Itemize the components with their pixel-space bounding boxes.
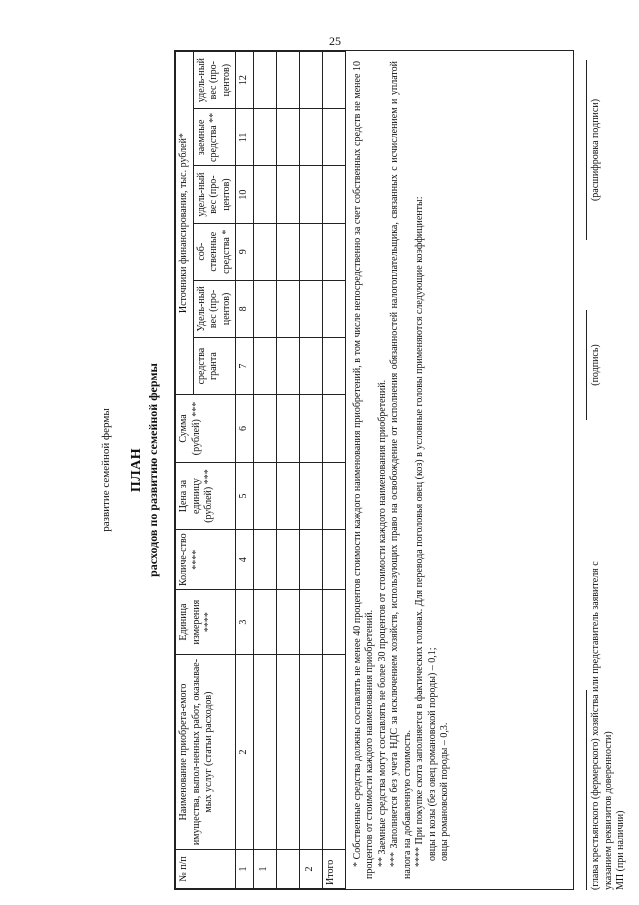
signature-head: [586, 560, 628, 890]
header-line: развитие семейной фермы: [100, 408, 112, 532]
seal-label: МП (при наличии): [615, 810, 626, 890]
title-block: [128, 50, 170, 890]
numbering-cell: 1: [236, 850, 254, 889]
col-header-grant-share: Удель-ный вес (про-центов): [193, 280, 236, 337]
col-header-loan-share: удель-ный вес (про-центов): [193, 52, 236, 109]
numbering-cell: 12: [236, 52, 254, 109]
numbering-cell: 4: [236, 530, 254, 590]
numbering-cell: 10: [236, 166, 254, 223]
footnote-1: * Собственные средства должны составлять не менее 40 процентов стоимости каждого наименования приобретений, в том числе непосредственно за счет собственных средств не менее 10 процентов от стоимости каждого наименования приобретений.: [351, 61, 375, 879]
numbering-cell: 8: [236, 280, 254, 337]
coefficient-2: овцы романовской породы – 0,3.: [439, 722, 450, 861]
page-number: 25: [329, 34, 341, 48]
col-header-grant: средства гранта: [193, 338, 236, 395]
header-row-1: [176, 52, 194, 889]
numbering-cell: 7: [236, 338, 254, 395]
signature-line: [586, 310, 587, 420]
total-label: Итого: [322, 850, 345, 889]
footnote-3: *** Заполняется без учета НДС за исключением хозяйств, использующих право на освобождение от исполнения обязанностей налогоплательщика, связанных с исчислением и уплатой налога на добавленную стоимость.: [389, 61, 413, 879]
footnotes: [346, 51, 452, 889]
expenses-table: [175, 51, 346, 889]
decoding-field: [586, 60, 603, 240]
col-header-qty: Количе-ство ****: [176, 530, 236, 590]
footnote-2: ** Заемные средства могут составлять не более 30 процентов от стоимости каждого наименования приобретений.: [376, 379, 388, 867]
plan-subtitle: расходов по развитию семейной фермы: [145, 363, 160, 577]
col-header-no: № п/п: [176, 850, 236, 889]
table-row: [253, 52, 276, 889]
head-line: [586, 690, 587, 890]
numbering-cell: 3: [236, 590, 254, 655]
col-header-name: Наименование приобрета-емого имущества, выпол-ненных работ, оказывае-мых услуг (статьи расходов): [176, 655, 236, 850]
table-row: [299, 52, 322, 889]
col-header-financing: Источники финансирования, тыс. рублей*: [176, 52, 194, 395]
numbering-cell: 11: [236, 109, 254, 166]
col-header-loan: заемные средства **: [193, 109, 236, 166]
decoding-label: (расшифровка подписи): [590, 98, 601, 202]
col-header-sum: Сумма (рублей) ***: [176, 395, 236, 463]
col-header-own: соб-ственные средства *: [193, 223, 236, 280]
col-header-unit: Единица измерения ****: [176, 590, 236, 655]
numbering-cell: 2: [236, 655, 254, 850]
rotated-page-content: [100, 40, 639, 900]
total-row: [322, 52, 345, 889]
signature-label: (подпись): [590, 344, 601, 386]
signature-field: [586, 310, 603, 420]
head-label: (глава крестьянского (фермерского) хозяйства или представитель заявителя с указанием реквизитов доверенности): [590, 561, 614, 890]
numbering-cell: 6: [236, 395, 254, 463]
row-number: 1: [253, 850, 276, 889]
col-header-own-share: удель-ный вес (про-центов): [193, 166, 236, 223]
row-number: 2: [299, 850, 322, 889]
decoding-line: [586, 60, 587, 240]
row-number: [276, 850, 299, 889]
plan-frame: [174, 50, 574, 890]
coefficient-1: овцы и козы (без овец романовской породы) – 0,1;: [426, 647, 438, 861]
plan-title: ПЛАН: [129, 447, 144, 493]
col-header-price: Цена за единицу (рублей) ***: [176, 462, 236, 530]
footnote-4: **** При покупке скота заполняется в фактических головах. Для перевода поголовья овец (коз) в условные головы применяются следующие коэффициенты:: [414, 196, 425, 867]
signature-area: [586, 50, 639, 890]
numbering-row: [236, 52, 254, 889]
numbering-cell: 9: [236, 223, 254, 280]
table-row: [276, 52, 299, 889]
numbering-cell: 5: [236, 462, 254, 530]
